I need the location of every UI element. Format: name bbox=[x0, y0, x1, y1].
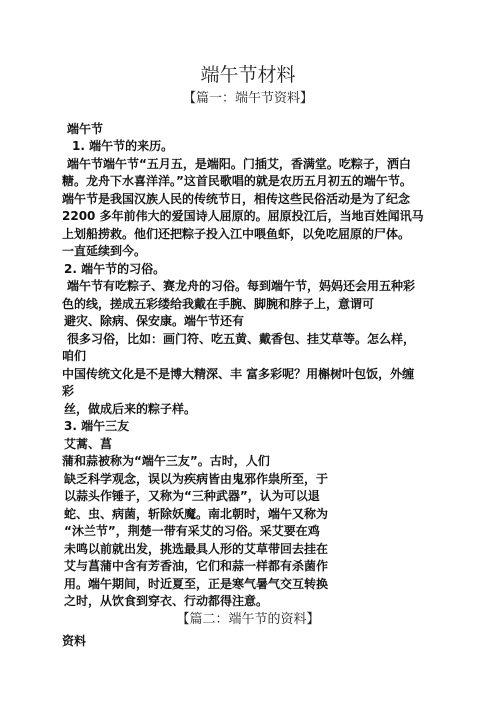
section-heading-1: 【篇一：端午节资料】 bbox=[182, 91, 313, 106]
body-line: 端午节 bbox=[67, 122, 104, 136]
document-title: 端午节材料 bbox=[200, 64, 296, 86]
closing-line: 资料 bbox=[62, 634, 87, 648]
section-heading-2: 【篇二：端午节的资料】 bbox=[176, 612, 320, 627]
body-line: 很多习俗，比如：画门符、吃五黄、戴香包、挂艾草等。怎么样， bbox=[67, 332, 416, 346]
body-line: 端午节端午节“五月五，是端阳。门插艾，香满堂。吃粽子，洒白 bbox=[67, 157, 411, 171]
body-line: “沐兰节”，荆楚一带有采艾的习俗。采艾要在鸡 bbox=[64, 524, 320, 538]
body-line: 2. 端午节的习俗。 bbox=[64, 262, 166, 276]
body-line: 咱们 bbox=[62, 349, 87, 363]
body-line: 艾与菖蒲中含有芳香油，它们和蒜一样都有杀菌作 bbox=[64, 559, 329, 573]
body-line: 未鸣以前就出发，挑选最具人形的艾草带回去挂在 bbox=[64, 542, 329, 556]
body-line: 一直延续到今。 bbox=[62, 244, 147, 258]
body-line: 2200 多年前伟大的爱国诗人屈原的。屈原投江后，当地百姓闻讯马 bbox=[62, 209, 424, 223]
body-line: 1. 端午节的来历。 bbox=[72, 139, 174, 153]
body-line: 蛇、虫、病菌，斩除妖魔。南北朝时，端午又称为 bbox=[64, 507, 329, 521]
body-line: 用。端午期间，时近夏至，正是寒气暑气交互转换 bbox=[64, 577, 329, 591]
body-line: 糖。龙舟下水喜洋洋。”这首民歌唱的就是农历五月初五的端午节。 bbox=[62, 174, 412, 188]
body-line: 避灾、除病、保安康。端午节还有 bbox=[64, 314, 245, 328]
body-line: 端午节有吃粽子、赛龙舟的习俗。每到端午节，妈妈还会用五种彩 bbox=[67, 279, 416, 293]
body-line: 色的线，搓成五彩缕给我戴在手腕、脚腕和脖子上，意谓可 bbox=[62, 297, 375, 311]
body-line: 丝，做成后来的粽子样。 bbox=[64, 402, 197, 416]
body-line: 蒲和蒜被称为“端午三友”。古时，人们 bbox=[62, 454, 270, 468]
body-line: 之时，从饮食到穿衣、行动都得注意。 bbox=[64, 594, 269, 608]
body-line: 3. 端午三友 bbox=[64, 419, 130, 433]
body-line: 上划船捞救。他们还把粽子投入江中喂鱼虾，以免吃屈原的尸体。 bbox=[62, 227, 411, 241]
body-line: 缺乏科学观念，误以为疾病皆由鬼邪作祟所至，于 bbox=[64, 472, 329, 486]
body-line: 艾蒿、菖 bbox=[64, 437, 113, 451]
body-line: 端午节是我国汉族人民的传统节日，相传这些民俗活动是为了纪念 bbox=[62, 192, 411, 206]
body-line: 中国传统文化是不是博大精深、丰 富多彩呢？用槲树叶包饭，外缠 bbox=[62, 367, 415, 381]
body-line: 彩 bbox=[62, 384, 75, 398]
body-line: 以蒜头作锤子，又称为“三种武器”，认为可以退 bbox=[64, 489, 320, 503]
